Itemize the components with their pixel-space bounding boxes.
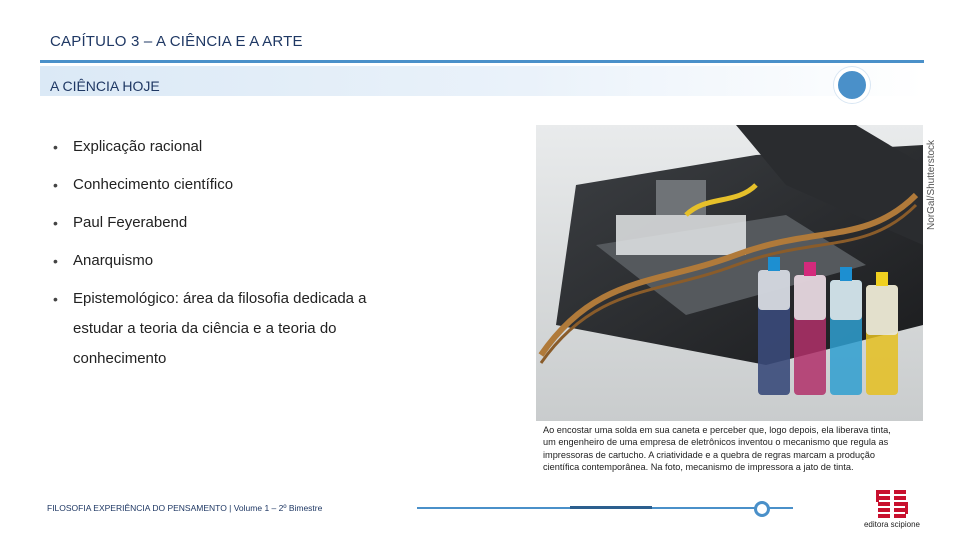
bullet-text: Paul Feyerabend <box>73 214 188 231</box>
bullet-icon: • <box>53 177 58 193</box>
footer-circle-icon <box>754 501 770 517</box>
list-item <box>53 170 413 200</box>
publisher-logo <box>862 488 922 532</box>
list-item <box>53 208 413 238</box>
footer-line-accent <box>570 506 652 509</box>
bullet-text: Epistemológico: área da filosofia dedicada a estudar a teoria da ciência e a teoria do conhecimento <box>73 290 367 367</box>
publisher-name: editora scipione <box>863 520 921 529</box>
section-title: A CIÊNCIA HOJE <box>50 78 160 94</box>
list-item <box>53 132 413 162</box>
list-item <box>53 246 413 276</box>
publisher-logo-icon <box>862 488 922 520</box>
bullet-icon: • <box>53 253 58 269</box>
printer-illustration <box>536 125 923 421</box>
footer-text: FILOSOFIA EXPERIÊNCIA DO PENSAMENTO | Volume 1 – 2º Bimestre <box>47 503 323 513</box>
bullet-list <box>53 132 413 382</box>
section-bar <box>40 66 924 96</box>
photo-credit: NorGal/Shutterstock <box>926 139 937 230</box>
header-divider <box>40 60 924 63</box>
bullet-text: Conhecimento científico <box>73 176 234 193</box>
decorative-circle-icon <box>834 67 870 103</box>
bullet-icon: • <box>53 139 58 155</box>
bullet-text: Explicação racional <box>73 138 203 155</box>
printer-photo <box>536 125 923 421</box>
list-item <box>53 284 413 374</box>
photo-caption: Ao encostar uma solda em sua caneta e perceber que, logo depois, ela liberava tinta, um engenheiro de uma empresa de eletrônicos inventou o mecanismo que regula as impressoras de cartucho. A criatividade e a quebra de regras marcam a produção científica contemporânea. Na foto, mecanismo de impressora a jato de tinta. <box>543 425 891 472</box>
chapter-title: CAPÍTULO 3 – A CIÊNCIA E A ARTE <box>50 33 303 50</box>
bullet-icon: • <box>53 291 58 307</box>
bullet-text: Anarquismo <box>73 252 154 269</box>
bullet-icon: • <box>53 215 58 231</box>
